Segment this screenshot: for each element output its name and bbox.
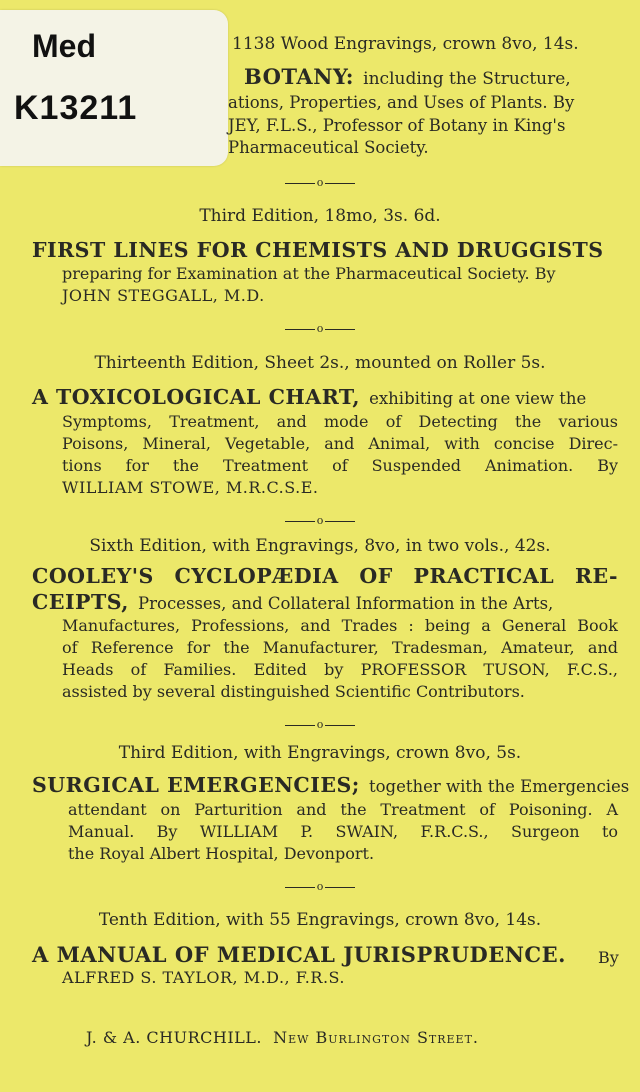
separator: o <box>0 514 640 529</box>
surgical-text-1: together with the Emergencies <box>368 777 630 796</box>
botany-text-3: JEY, F.L.S., Professor of Botany in King's <box>228 116 566 135</box>
jurisprudence-edition: Tenth Edition, with 55 Engravings, crown 8vo, 14s. <box>98 910 542 930</box>
surgical-text-2: attendant on Parturition and the Treatment of Poisoning. A <box>68 800 618 819</box>
toxicological-edition: Thirteenth Edition, Sheet 2s., mounted on Roller 5s. <box>94 353 546 373</box>
first-lines-text-1: preparing for Examination at the Pharmaceutical Society. By <box>62 264 556 283</box>
toxicological-author: WILLIAM STOWE, M.R.C.S.E. <box>62 478 319 497</box>
toxicological-text-2: Symptoms, Treatment, and mode of Detecting the various <box>62 412 618 431</box>
toxicological-text-3: Poisons, Mineral, Vegetable, and Animal, with concise Direc- <box>62 434 618 453</box>
separator: o <box>0 322 640 337</box>
cooley-text-3: of Reference for the Manufacturer, Tradesman, Amateur, and <box>62 638 618 657</box>
footer-line <box>86 1028 479 1047</box>
cooley-text-4: Heads of Families. Edited by PROFESSOR TUSON, F.C.S., <box>62 660 618 679</box>
cooley-text-5: assisted by several distinguished Scientific Contributors. <box>62 682 525 701</box>
surgical-title: SURGICAL EMERGENCIES; <box>32 773 360 797</box>
botany-text-2: ations, Properties, and Uses of Plants. By <box>228 93 575 112</box>
library-label <box>0 10 228 166</box>
jurisprudence-title: A MANUAL OF MEDICAL JURISPRUDENCE. <box>32 942 566 967</box>
botany-text-4: Pharmaceutical Society. <box>228 138 429 157</box>
jurisprudence-by: By <box>598 948 619 967</box>
botany-title-line <box>244 64 624 89</box>
footer-address: New Burlington Street. <box>273 1028 480 1047</box>
first-lines-author: JOHN STEGGALL, M.D. <box>62 286 265 305</box>
cooley-text-1: Processes, and Collateral Information in the Arts, <box>138 594 554 613</box>
toxicological-text-1: exhibiting at one view the <box>369 389 587 408</box>
first-lines-title: FIRST LINES FOR CHEMISTS AND DRUGGISTS <box>32 238 604 262</box>
cooley-title-1: COOLEY'S CYCLOPÆDIA OF PRACTICAL RE- <box>32 564 618 588</box>
separator: o <box>0 718 640 733</box>
separator: o <box>0 880 640 895</box>
cooley-text-2: Manufactures, Professions, and Trades : being a General Book <box>62 616 618 635</box>
surgical-text-4: the Royal Albert Hospital, Devonport. <box>68 844 375 863</box>
toxicological-title: A TOXICOLOGICAL CHART, <box>32 385 361 409</box>
surgical-edition: Third Edition, with Engravings, crown 8vo, 5s. <box>118 743 522 763</box>
toxicological-title-line <box>32 385 586 409</box>
cooley-title-2: CEIPTS, <box>32 590 129 614</box>
botany-title: BOTANY: <box>244 64 355 89</box>
footer-publisher: J. & A. CHURCHILL. <box>86 1028 262 1047</box>
surgical-title-line <box>32 773 629 797</box>
separator: o <box>0 176 640 191</box>
jurisprudence-author: ALFRED S. TAYLOR, M.D., F.R.S. <box>62 968 345 987</box>
first-lines-edition: Third Edition, 18mo, 3s. 6d. <box>199 206 441 226</box>
botany-text-1: including the Structure, <box>363 69 571 89</box>
toxicological-text-4: tions for the Treatment of Suspended Animation. By <box>62 456 618 475</box>
cooley-title-line-2 <box>32 590 553 614</box>
label-line-1: Med <box>32 28 96 64</box>
surgical-text-3: Manual. By WILLIAM P. SWAIN, F.R.C.S., Surgeon to <box>68 822 618 841</box>
cooley-edition: Sixth Edition, with Engravings, 8vo, in two vols., 42s. <box>89 536 551 556</box>
botany-edition: 1138 Wood Engravings, crown 8vo, 14s. <box>232 34 579 54</box>
label-line-2: K13211 <box>14 89 138 127</box>
